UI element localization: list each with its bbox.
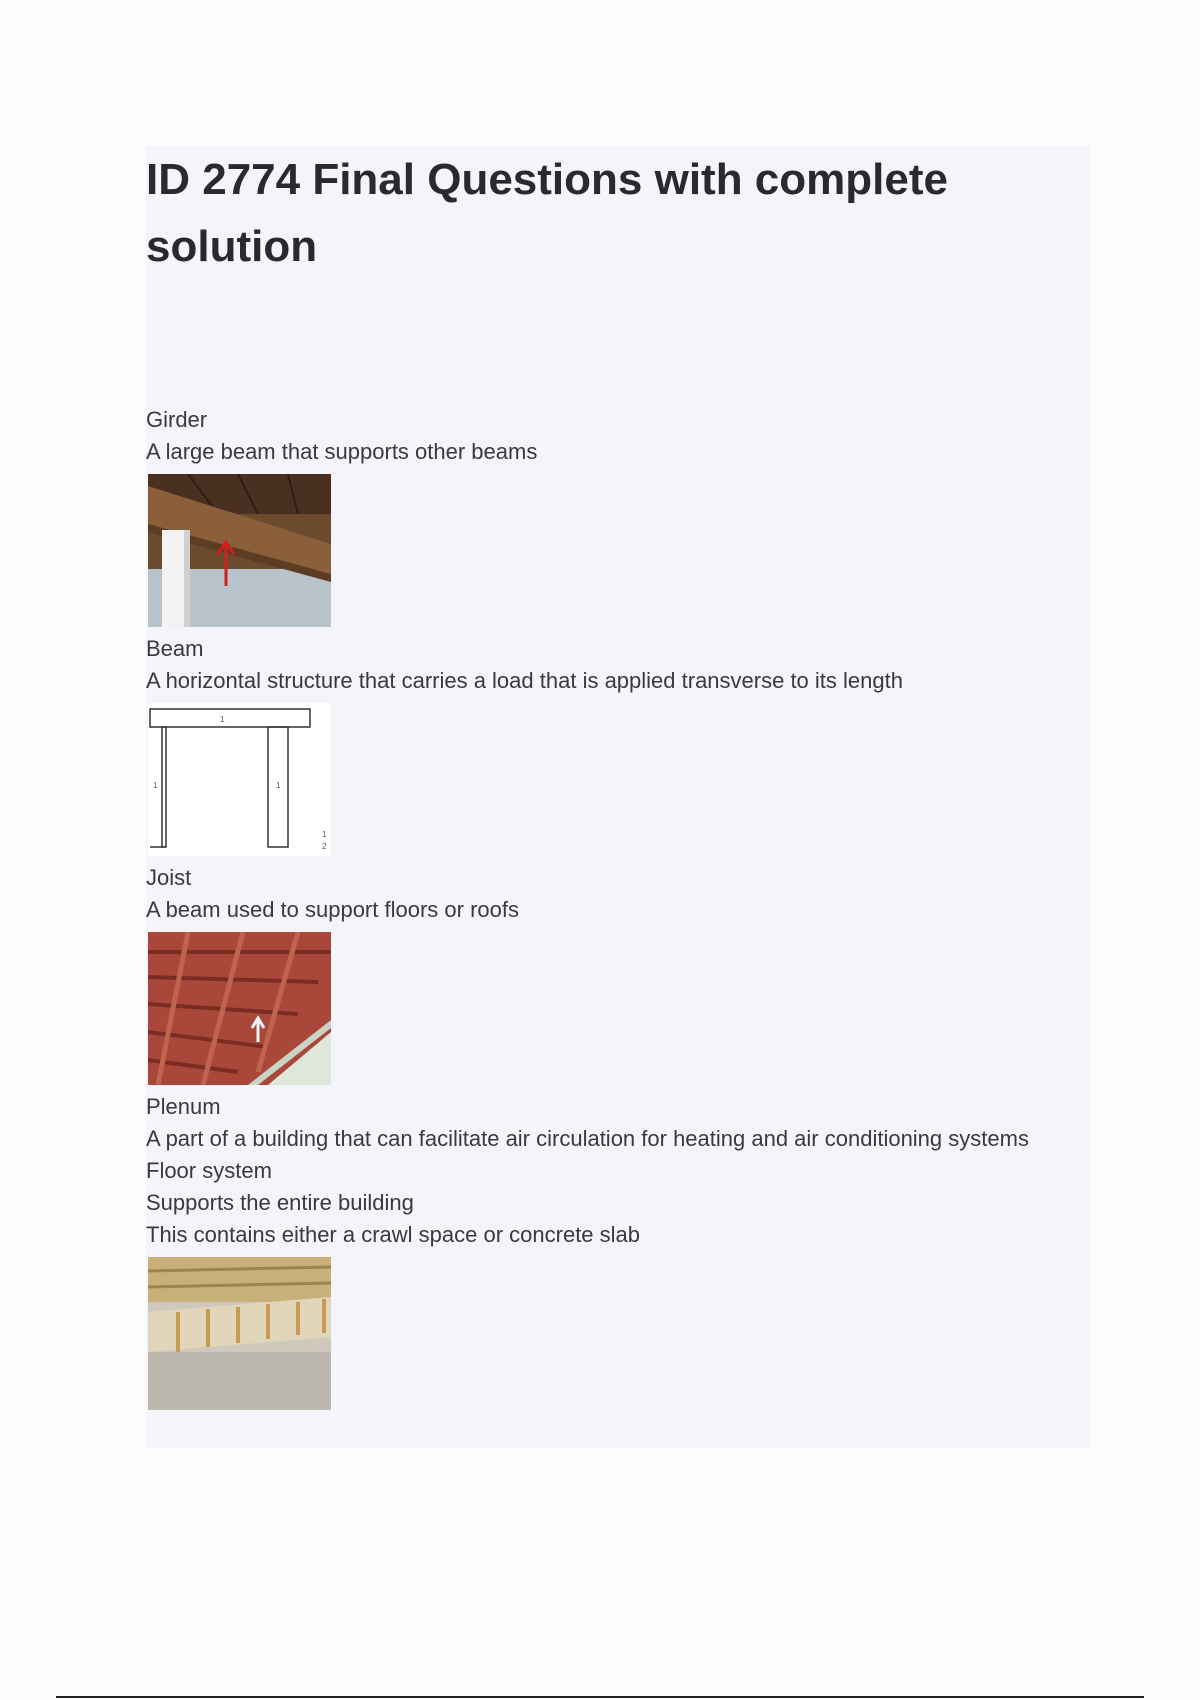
glossary-entries <box>146 404 1090 1416</box>
definition-joist: A beam used to support floors or roofs <box>146 897 519 922</box>
definition-plenum: A part of a building that can facilitate air circulation for heating and air conditioning systems <box>146 1126 1029 1151</box>
beam-diagram-label-corner-b: 2 <box>322 842 327 851</box>
note-floor-system: This contains either a crawl space or concrete slab <box>146 1222 641 1247</box>
crawl-space-photo <box>148 1257 331 1410</box>
document-title: ID 2774 Final Questions with complete solution <box>146 155 948 271</box>
beam-diagram-label-top: 1 <box>220 715 225 724</box>
joist-photo <box>148 932 331 1085</box>
beam-image <box>148 703 331 856</box>
girder-image <box>148 474 331 627</box>
definition-beam: A horizontal structure that carries a load that is applied transverse to its length <box>146 668 903 693</box>
girder-photo <box>148 474 331 627</box>
page-bottom-rule <box>56 1696 1144 1698</box>
beam-diagram-label-left: 1 <box>153 781 158 790</box>
crawl-space-image <box>148 1257 331 1410</box>
term-floor-system: Floor system <box>146 1158 272 1183</box>
definition-floor-system: Supports the entire building <box>146 1190 414 1215</box>
term-joist: Joist <box>146 865 192 890</box>
definition-girder: A large beam that supports other beams <box>146 439 538 464</box>
beam-diagram-label-right: 1 <box>276 781 281 790</box>
joist-image <box>148 932 331 1085</box>
term-beam: Beam <box>146 636 204 661</box>
beam-diagram <box>148 703 331 856</box>
term-plenum: Plenum <box>146 1094 221 1119</box>
beam-diagram-label-corner-a: 1 <box>322 830 327 839</box>
term-girder: Girder <box>146 407 208 432</box>
document-page <box>146 146 1090 1448</box>
